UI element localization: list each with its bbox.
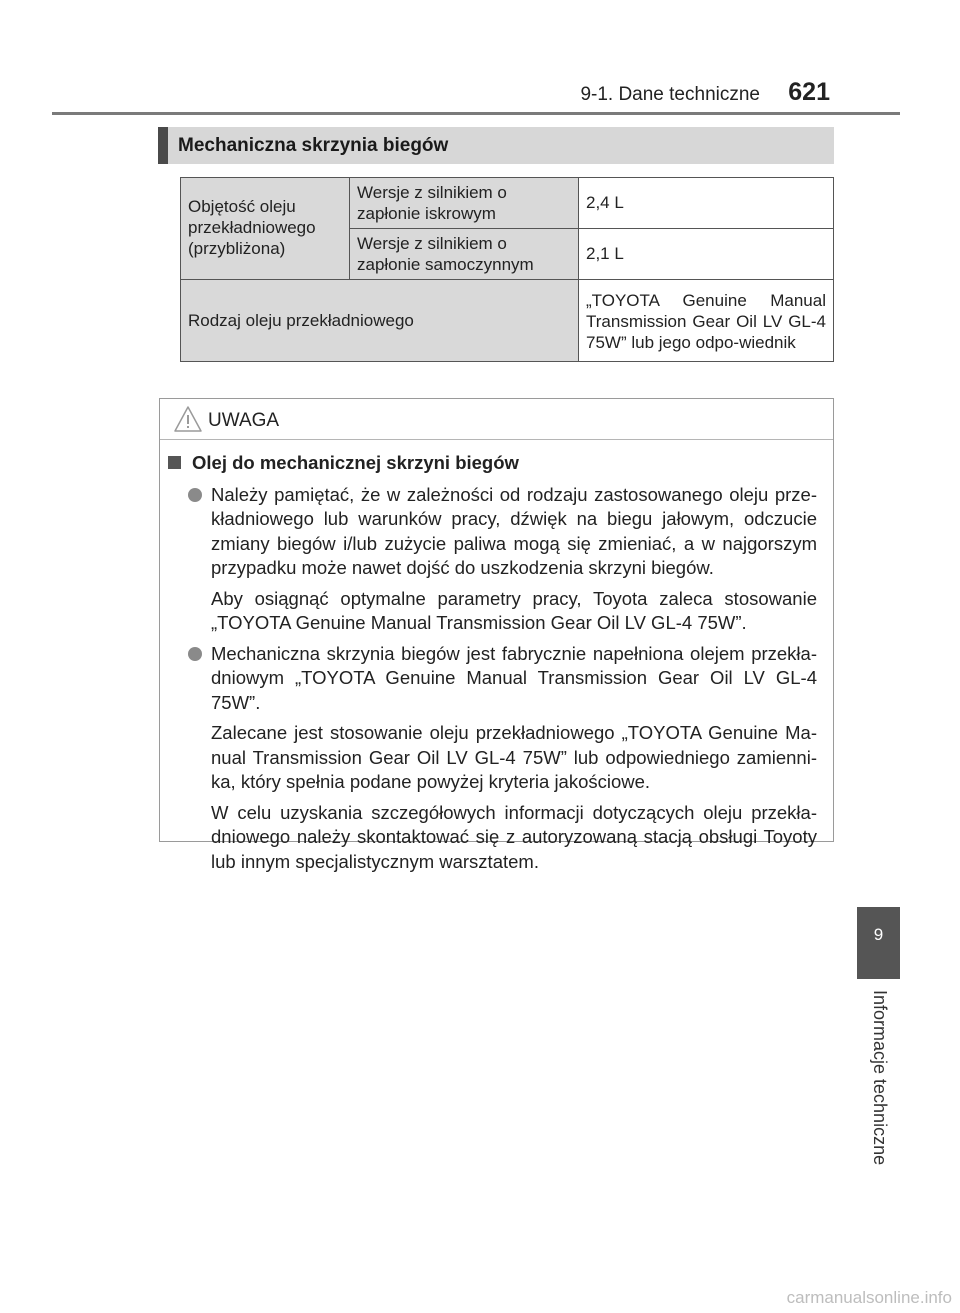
warning-subheading — [160, 451, 833, 476]
circle-bullet-icon — [188, 488, 202, 502]
circle-bullet-icon — [188, 647, 202, 661]
section-title: 9-1. Dane techniczne — [580, 84, 760, 105]
paragraph: Aby osiągnąć optymalne parametry pracy, Toyota zaleca stosowanie „TOYOTA Genuine Manual Transmission Gear Oil LV GL-4 75W”. — [211, 587, 817, 633]
square-bullet-icon — [168, 456, 181, 469]
warning-triangle-icon — [173, 404, 203, 434]
warning-box — [159, 398, 834, 872]
header-rule — [52, 112, 900, 115]
bullet-text: Należy pamiętać, że w zależności od rodzaju zastosowanego oleju prze-kładniowego lub warunków pracy, dźwięk na biegu jałowym, odczucie zmiany biegów i/lub zużycie paliwa mogą się zmieniać, a w najgorszym przypadku może nawet dojść do uszkodzenia skrzyni biegów. — [211, 483, 817, 578]
page-number: 621 — [788, 78, 830, 106]
bullet-item — [160, 483, 833, 581]
warning-body — [160, 451, 833, 880]
chapter-tab — [857, 907, 900, 979]
chapter-number: 9 — [873, 925, 884, 944]
watermark: carmanualsonline.info — [786, 1288, 952, 1307]
paragraph: W celu uzyskania szczegółowych informacji dotyczących oleju przekła-dniowego należy skontaktować się z autoryzowaną stacją obsługi Toyoty lub innym specjalistycznym warsztatem. — [211, 801, 817, 872]
bullet-item — [160, 642, 833, 716]
warning-header — [160, 399, 833, 440]
warning-title: UWAGA — [208, 410, 280, 431]
variant-cell: Wersje z silnikiem o zapłonie iskrowym — [350, 178, 579, 229]
warning-subheading-text: Olej do mechanicznej skrzyni biegów — [192, 452, 519, 473]
oil-type-value: „TOYOTA Genuine Manual Transmission Gear Oil LV GL-4 75W” lub jego odpo-wiednik — [579, 280, 834, 362]
spec-table — [180, 177, 834, 362]
table-row — [181, 280, 834, 362]
value-cell: 2,4 L — [579, 178, 834, 229]
oil-volume-label: Objętość oleju przekładniowego (przybliżona) — [181, 178, 350, 280]
oil-type-label: Rodzaj oleju przekładniowego — [181, 280, 579, 362]
section-heading: Mechaniczna skrzynia biegów — [178, 135, 449, 156]
section-heading-bar — [158, 127, 834, 164]
paragraph: Zalecane jest stosowanie oleju przekładniowego „TOYOTA Genuine Ma-nual Transmission Gear Oil LV GL-4 75W” lub odpowiedniego zamienni-ka, który spełnia podane powyżej kryteria jakościowe. — [211, 722, 817, 792]
chapter-label — [868, 990, 890, 1180]
page-header — [0, 70, 900, 116]
variant-cell: Wersje z silnikiem o zapłonie samoczynnym — [350, 229, 579, 280]
table-row — [181, 178, 834, 229]
value-cell: 2,1 L — [579, 229, 834, 280]
chapter-label-text: Informacje techniczne — [870, 990, 890, 1166]
bullet-text: Mechaniczna skrzynia biegów jest fabrycznie napełniona olejem przekła-dniowym „TOYOTA Genuine Manual Transmission Gear Oil LV GL-4 75W”. — [211, 642, 817, 713]
